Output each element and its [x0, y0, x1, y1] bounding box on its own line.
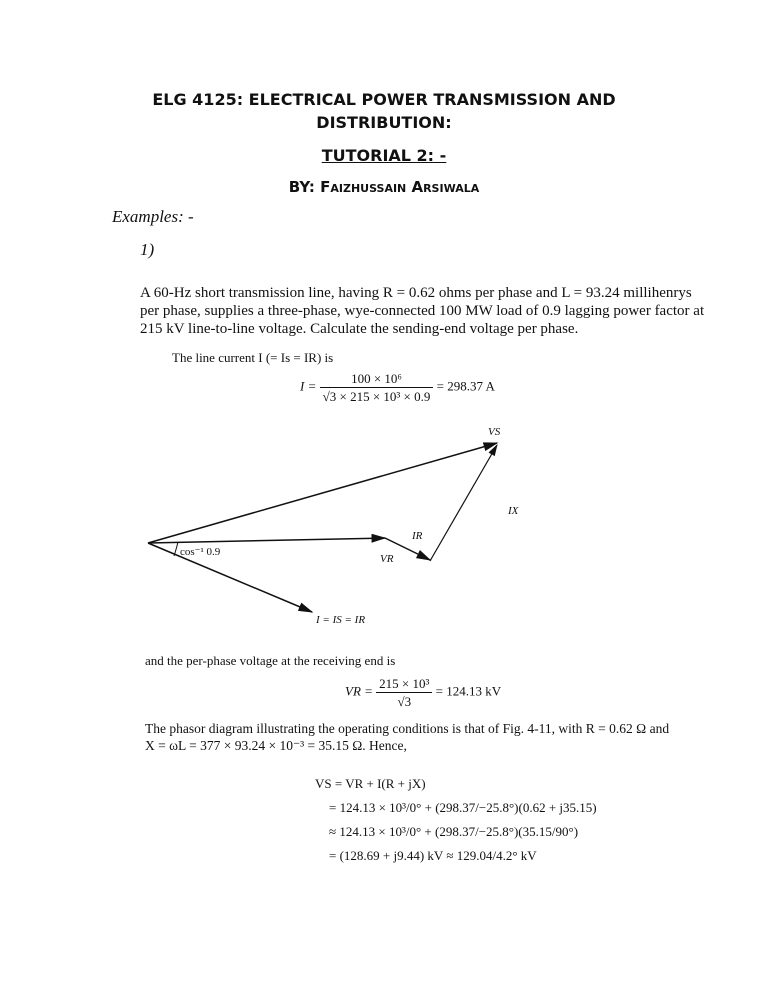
phasor-diagram [0, 420, 768, 640]
eq-denominator: √3 [397, 694, 412, 709]
eq-rhs: = 124.13 kV [435, 683, 502, 699]
example-number: 1) [140, 240, 155, 259]
eq-denominator: √3 × 215 × 10³ × 0.9 [322, 389, 431, 404]
problem-statement [140, 284, 704, 338]
phasor-explanation [145, 720, 669, 754]
explanation-line: The phasor diagram illustrating the operating conditions is that of Fig. 4-11, with R = 0.62 Ω and [145, 721, 670, 736]
ix-phasor [430, 445, 497, 561]
title-line-1: ELG 4125: ELECTRICAL POWER TRANSMISSION AND [152, 90, 616, 109]
tutorial-heading: TUTORIAL 2: - [321, 146, 447, 165]
eq-vs-line: VS = VR + I(R + jX) [315, 776, 426, 791]
vr-phasor [148, 538, 385, 543]
label-current: I = IS = IR [316, 614, 366, 626]
label-vr: VR [380, 553, 394, 565]
eq-fraction [376, 675, 432, 710]
problem-line: per phase, supplies a three-phase, wye-connected 100 MW load of 0.9 lagging power factor at [140, 303, 705, 319]
current-phasor [148, 543, 312, 612]
problem-line: 215 kV line-to-line voltage. Calculate the sending-end voltage per phase. [140, 321, 579, 337]
equation-current [300, 370, 495, 405]
eq-lhs: I = [300, 378, 317, 394]
eq-numerator: 100 × 10⁶ [320, 370, 434, 388]
label-ix: IX [508, 505, 519, 517]
line-current-intro: The line current I (= Is = IR) is [172, 350, 334, 365]
vr-intro: and the per-phase voltage at the receiving end is [145, 653, 396, 668]
vs-phasor [148, 443, 497, 543]
author-line: BY: Faizhussain Arsiwala [288, 178, 480, 196]
eq-rhs: = 298.37 A [436, 378, 495, 394]
problem-line: A 60-Hz short transmission line, having R = 0.62 ohms per phase and L = 93.24 millihenrys [140, 285, 692, 301]
equation-vs [315, 772, 597, 868]
eq-vs-line: = (128.69 + j9.44) kV ≈ 129.04/4.2° kV [329, 848, 537, 863]
title-line-2: DISTRIBUTION: [316, 113, 452, 132]
equation-vr [345, 675, 501, 710]
label-angle: cos⁻¹ 0.9 [180, 546, 221, 558]
label-ir: IR [412, 530, 423, 542]
angle-arc [174, 542, 178, 556]
explanation-line: X = ωL = 377 × 93.24 × 10⁻³ = 35.15 Ω. Hence, [145, 738, 407, 753]
eq-vs-line: = 124.13 × 10³/0° + (298.37/−25.8°)(0.62 + j35.15) [329, 800, 597, 815]
eq-lhs: VR = [345, 683, 373, 699]
examples-label: Examples: - [112, 207, 194, 226]
eq-vs-line: ≈ 124.13 × 10³/0° + (298.37/−25.8°)(35.15/90°) [329, 824, 579, 839]
eq-fraction [320, 370, 434, 405]
eq-numerator: 215 × 10³ [376, 675, 432, 693]
label-vs: VS [488, 426, 501, 438]
